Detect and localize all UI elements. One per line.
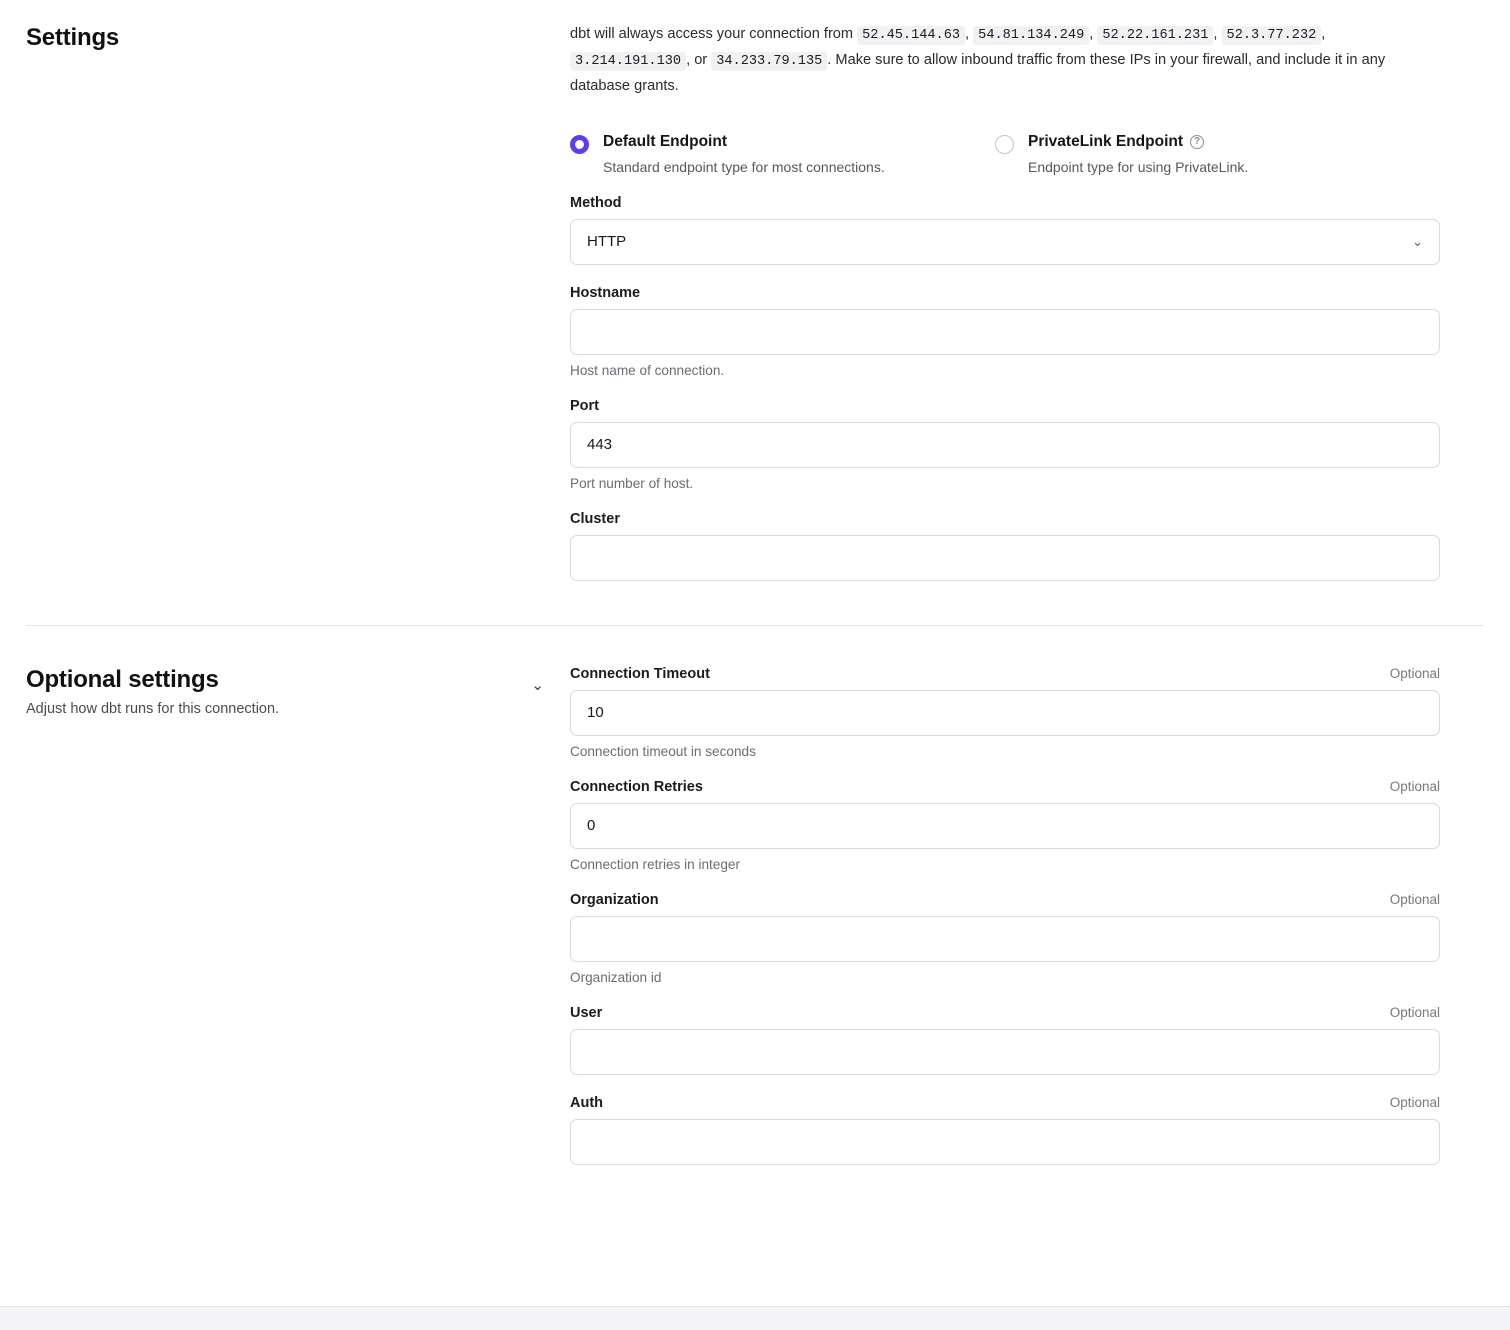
field-auth-label: Auth (570, 1094, 604, 1111)
field-connection-retries-optional-tag: Optional (1389, 778, 1440, 794)
field-method (570, 195, 1440, 265)
field-connection-timeout-optional-tag: Optional (1389, 665, 1440, 681)
organization-input[interactable] (570, 916, 1440, 962)
ip-note-or: or (694, 51, 708, 68)
hostname-input[interactable] (570, 309, 1440, 355)
help-icon[interactable]: ? (1190, 135, 1204, 149)
field-organization-optional-tag: Optional (1389, 891, 1440, 907)
optional-settings-left-column (26, 666, 570, 1165)
field-method-label: Method (570, 194, 622, 211)
ip-note-suffix: Make sure to allow inbound traffic from these IPs in your firewall, and include it in any database grants. (570, 51, 1386, 94)
connection-timeout-input-value: 10 (587, 704, 604, 722)
period-1: . (827, 51, 832, 68)
optional-settings-right-column (570, 666, 1484, 1165)
field-connection-retries (570, 779, 1440, 872)
optional-settings-section (0, 666, 1510, 1165)
field-cluster (570, 511, 1440, 581)
field-connection-retries-label-row (570, 779, 1440, 803)
field-user-optional-tag: Optional (1389, 1004, 1440, 1020)
ip-note-prefix: dbt will always access your connection from (570, 26, 854, 42)
ip-address-2: 54.81.134.249 (973, 26, 1089, 45)
user-input[interactable] (570, 1029, 1440, 1075)
comma-2: , (1089, 26, 1094, 42)
ip-address-4: 52.3.77.232 (1222, 26, 1322, 45)
field-hostname-hint: Host name of connection. (570, 362, 725, 378)
radio-privatelink-endpoint-label-row (1028, 133, 1248, 152)
ip-allowlist-note (570, 22, 1440, 99)
field-organization-label-row (570, 892, 1440, 916)
field-organization-label: Organization (570, 891, 659, 908)
ip-address-6: 34.233.79.135 (711, 52, 827, 71)
method-select[interactable] (570, 219, 1440, 265)
settings-left-column (26, 0, 570, 581)
field-port-label: Port (570, 397, 599, 414)
field-organization-hint: Organization id (570, 969, 662, 985)
settings-section (0, 0, 1510, 581)
field-cluster-label: Cluster (570, 510, 620, 527)
field-user-label-row (570, 1005, 1440, 1029)
port-input-value: 443 (587, 436, 613, 454)
ip-address-5: 3.214.191.130 (570, 52, 686, 71)
section-divider (26, 625, 1484, 626)
field-port-hint: Port number of host. (570, 475, 694, 491)
radio-privatelink-endpoint-description: Endpoint type for using PrivateLink. (1028, 158, 1249, 175)
settings-right-column (570, 0, 1484, 581)
field-port (570, 398, 1440, 491)
comma-4: , (1321, 26, 1326, 42)
endpoint-type-radio-group (570, 133, 1440, 175)
ip-address-1: 52.45.144.63 (857, 26, 965, 45)
radio-option-privatelink-endpoint[interactable] (995, 133, 1248, 175)
radio-privatelink-endpoint-indicator[interactable] (995, 135, 1014, 154)
bottom-bar (0, 1306, 1510, 1330)
field-hostname-label: Hostname (570, 284, 641, 301)
chevron-down-icon: ⌄ (1412, 234, 1423, 250)
field-connection-retries-label: Connection Retries (570, 778, 703, 795)
comma-5: , (686, 51, 691, 68)
connection-timeout-input[interactable] (570, 690, 1440, 736)
connection-retries-input[interactable] (570, 803, 1440, 849)
field-connection-timeout-label-row (570, 666, 1440, 690)
field-user-label: User (570, 1004, 603, 1021)
auth-input[interactable] (570, 1119, 1440, 1165)
page-title: Settings (26, 24, 120, 51)
radio-default-endpoint-label-row (603, 133, 885, 152)
cluster-input[interactable] (570, 535, 1440, 581)
collapse-chevron-down-icon[interactable]: ⌄ (531, 676, 544, 694)
field-organization (570, 892, 1440, 985)
field-user (570, 1005, 1440, 1075)
field-connection-timeout (570, 666, 1440, 759)
radio-default-endpoint-label: Default Endpoint (603, 133, 727, 151)
field-auth-label-row (570, 1095, 1440, 1119)
field-auth (570, 1095, 1440, 1165)
field-connection-timeout-hint: Connection timeout in seconds (570, 743, 756, 759)
radio-default-endpoint-indicator[interactable] (570, 135, 589, 154)
comma-1: , (965, 26, 970, 42)
comma-3: , (1213, 26, 1218, 42)
radio-privatelink-endpoint-label: PrivateLink Endpoint (1028, 133, 1184, 151)
radio-option-default-endpoint[interactable] (570, 133, 995, 175)
field-auth-optional-tag: Optional (1389, 1094, 1440, 1110)
ip-address-3: 52.22.161.231 (1097, 26, 1213, 45)
port-input[interactable] (570, 422, 1440, 468)
optional-settings-subtitle: Adjust how dbt runs for this connection. (26, 700, 280, 717)
method-select-value: HTTP (587, 233, 627, 251)
field-hostname (570, 285, 1440, 378)
radio-default-endpoint-description: Standard endpoint type for most connections. (603, 158, 885, 175)
optional-settings-title: Optional settings (26, 665, 219, 693)
field-connection-retries-hint: Connection retries in integer (570, 856, 741, 872)
field-connection-timeout-label: Connection Timeout (570, 665, 710, 682)
connection-retries-input-value: 0 (587, 817, 596, 835)
